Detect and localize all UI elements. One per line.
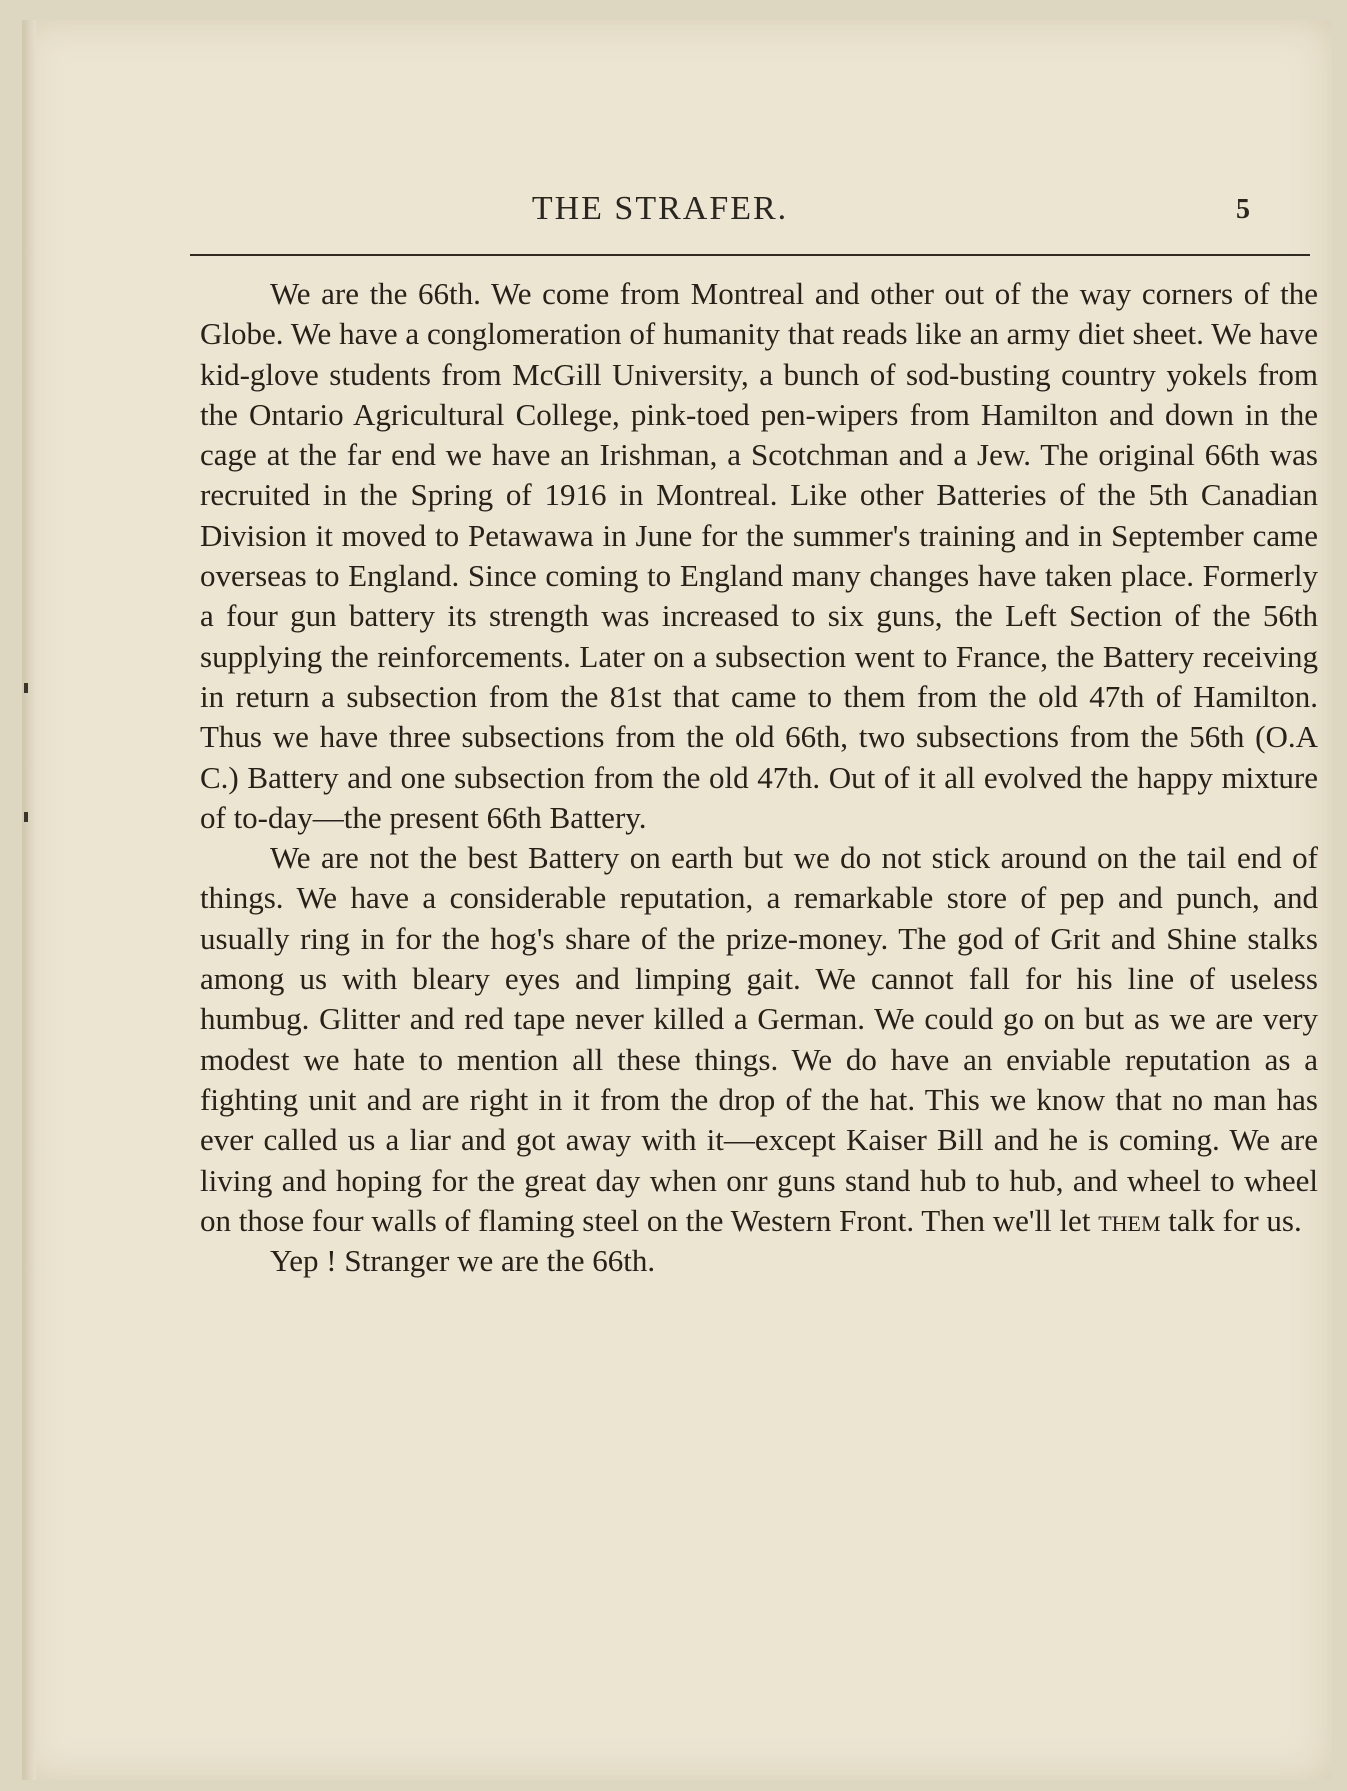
emphasized-them: them	[1098, 1202, 1161, 1238]
page-binding-edge	[22, 20, 36, 1780]
paragraph-3: Yep ! Stranger we are the 66th.	[270, 1243, 656, 1279]
margin-mark	[24, 683, 28, 693]
page-header	[210, 180, 1310, 240]
page-number: 5	[1236, 194, 1250, 225]
running-title: THE STRAFER.	[531, 190, 789, 227]
paragraph-2-text: We are not the best Battery on earth but we do not stick around on the tail end of things. We have a considerable reputation, a remarkable store of pep and punch, and usually ring in for the hog's share of the prize-money. The god of Grit and Shine stalks among us with bleary eyes and limping gait. We cannot fall for his line of useless humbug. Glitter and red tape never killed a German. We could go on but as we are very modest we hate to mention all these things. We do have an enviable reputation as a fighting unit and are right in it from the drop of the hat. This we know that no man has ever called us a liar and got away with it—except Kaiser Bill and he is coming. We are living and hoping for the great day when onr guns stand hub to hub, and wheel to wheel on those four walls of flaming steel on the Western Front. Then we'll let	[200, 840, 1318, 1238]
header-rule	[190, 254, 1310, 256]
paragraph-2-ending: talk for us.	[1160, 1202, 1302, 1238]
paragraph-2	[200, 838, 1318, 1241]
paragraph-1: We are the 66th. We come from Montreal and other out of the way corners of the Globe. We have a conglomeration of humanity that reads like an army diet sheet. We have kid-glove students from McGill University, a bunch of sod-busting country yokels from the Ontario Agricultural College, pink-toed pen-wipers from Hamilton and down in the cage at the far end we have an Irishman, a Scotchman and a Jew. The original 66th was recruited in the Spring of 1916 in Montreal. Like other Batteries of the 5th Canadian Division it moved to Petawawa in June for the summer's training and in September came overseas to England. Since coming to England many changes have taken place. Formerly a four gun battery its strength was increased to six guns, the Left Section of the 56th supplying the reinforcements. Later on a subsection went to France, the Battery receiving in return a subsection from the 81st that came to them from the old 47th of Hamilton. Thus we have three subsections from the old 66th, two subsections from the 56th (O.A C.) Battery and one subsection from the old 47th. Out of it all evolved the happy mixture of to-day—the present 66th Battery.	[200, 276, 1318, 835]
margin-mark	[24, 812, 28, 822]
article-body	[200, 274, 1318, 1281]
